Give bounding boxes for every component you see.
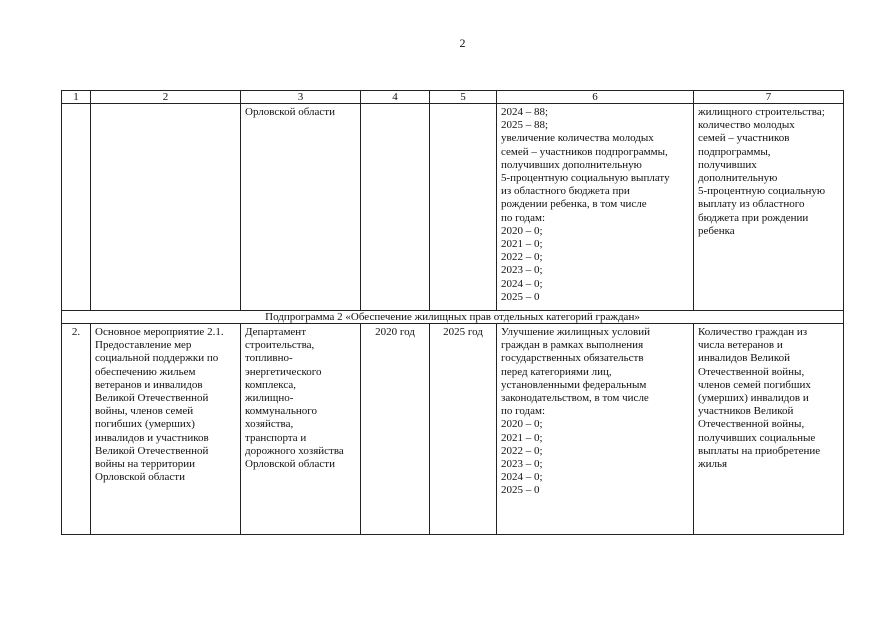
- cell-line: инвалидов Великой: [698, 352, 790, 365]
- row1-number-cell: [62, 104, 91, 311]
- cell-line: 2021 – 0;: [501, 431, 543, 444]
- cell-line: Орловской области: [245, 106, 335, 118]
- cell-line: коммунального: [245, 405, 317, 418]
- row2-end-cell: 2025 год: [430, 324, 497, 535]
- cell-line: по годам:: [501, 211, 546, 224]
- cell-line: комплекса,: [245, 378, 297, 391]
- cell-line: по годам:: [501, 405, 546, 418]
- cell-line: увеличение количества молодых: [501, 132, 654, 145]
- subprogram-title-row: [62, 311, 844, 324]
- cell-line: законодательством, в том числе: [501, 392, 649, 405]
- cell-line: 2022 – 0;: [501, 251, 543, 264]
- cell-line: установленными федеральным: [501, 378, 647, 391]
- row2-start-cell: 2020 год: [361, 324, 430, 535]
- cell-line: Департамент: [245, 326, 307, 338]
- cell-line: Улучшение жилищных условий: [501, 326, 651, 338]
- cell-line: перед категориями лиц,: [501, 365, 612, 378]
- cell-line: хозяйства,: [245, 418, 294, 431]
- cell-line: жилья: [698, 458, 728, 471]
- cell-line: семей – участников подпрограммы,: [501, 145, 668, 158]
- column-number-5: 5: [430, 91, 497, 104]
- column-number-6: 6: [497, 91, 694, 104]
- column-number-2: 2: [91, 91, 241, 104]
- cell-line: ветеранов и инвалидов: [95, 378, 203, 391]
- row1-end-cell: [430, 104, 497, 311]
- cell-line: 2020 – 0;: [501, 224, 543, 237]
- cell-line: граждан в рамках выполнения: [501, 339, 644, 352]
- cell-line: (умерших) инвалидов и: [698, 392, 809, 405]
- row1-expected-result-cell: [497, 104, 694, 311]
- cell-line: 2023 – 0;: [501, 264, 543, 277]
- cell-line: подпрограммы,: [698, 145, 771, 158]
- row2-expected-result-cell: [497, 324, 694, 535]
- cell-line: Отечественной войны,: [698, 418, 805, 431]
- cell-line: рождении ребенка, в том числе: [501, 198, 647, 211]
- cell-line: 2022 – 0;: [501, 444, 543, 457]
- cell-line: Великой Отечественной: [95, 392, 209, 405]
- cell-line: участников Великой: [698, 405, 794, 418]
- cell-line: Отечественной войны,: [698, 365, 805, 378]
- cell-line: строительства,: [245, 339, 315, 352]
- cell-line: 2025 – 88;: [501, 119, 549, 132]
- cell-line: Предоставление мер: [95, 339, 192, 352]
- table-header-row: [62, 91, 844, 104]
- row1-executor-cell: [241, 104, 361, 311]
- program-measures-table: [61, 90, 844, 535]
- cell-line: инвалидов и участников: [95, 431, 209, 444]
- cell-line: государственных обязательств: [501, 352, 644, 365]
- row2-number-cell: 2.: [62, 324, 91, 535]
- cell-line: 2024 – 0;: [501, 277, 543, 290]
- cell-line: 2025 – 0: [501, 290, 540, 303]
- cell-line: жилищно-: [245, 392, 294, 405]
- cell-line: энергетического: [245, 365, 322, 378]
- row2-indicator-cell: [694, 324, 844, 535]
- cell-line: количество молодых: [698, 119, 795, 132]
- page-number: 2: [459, 36, 466, 50]
- cell-line: топливно-: [245, 352, 293, 365]
- cell-line: 2024 – 88;: [501, 106, 549, 118]
- table-row-continuation: [62, 104, 844, 311]
- subprogram-title: Подпрограмма 2 «Обеспечение жилищных прав отдельных категорий граждан»: [62, 311, 844, 324]
- cell-line: получивших дополнительную: [501, 158, 642, 171]
- cell-line: бюджета при рождении: [698, 211, 809, 224]
- cell-line: войны, членов семей: [95, 405, 194, 418]
- column-number-3: 3: [241, 91, 361, 104]
- cell-line: погибших (умерших): [95, 418, 195, 431]
- cell-line: из областного бюджета при: [501, 185, 630, 198]
- table-row-measure-2-1: [62, 324, 844, 535]
- cell-line: 2023 – 0;: [501, 458, 543, 471]
- cell-line: выплату из областного: [698, 198, 805, 211]
- column-number-4: 4: [361, 91, 430, 104]
- cell-line: Великой Отечественной: [95, 444, 209, 457]
- cell-line: 2020 – 0;: [501, 418, 543, 431]
- row1-indicator-cell: [694, 104, 844, 311]
- column-number-7: 7: [694, 91, 844, 104]
- cell-line: Основное мероприятие 2.1.: [95, 326, 224, 338]
- cell-line: 2025 – 0: [501, 484, 540, 497]
- column-number-1: 1: [62, 91, 91, 104]
- cell-line: войны на территории: [95, 458, 196, 471]
- row2-measure-cell: [91, 324, 241, 535]
- cell-line: жилищного строительства;: [698, 106, 825, 118]
- row2-executor-cell: [241, 324, 361, 535]
- cell-line: членов семей погибших: [698, 378, 811, 391]
- cell-line: социальной поддержки по: [95, 352, 219, 365]
- cell-line: семей – участников: [698, 132, 790, 145]
- row1-measure-cell: [91, 104, 241, 311]
- cell-line: выплаты на приобретение: [698, 444, 821, 457]
- cell-line: получивших социальные: [698, 431, 816, 444]
- cell-line: дополнительную: [698, 172, 778, 185]
- cell-line: ребенка: [698, 224, 735, 237]
- cell-line: транспорта и: [245, 431, 307, 444]
- cell-line: получивших: [698, 158, 757, 171]
- cell-line: числа ветеранов и: [698, 339, 783, 352]
- cell-line: Орловской области: [95, 471, 185, 484]
- cell-line: Количество граждан из: [698, 326, 808, 338]
- row1-start-cell: [361, 104, 430, 311]
- cell-line: обеспечению жильем: [95, 365, 196, 378]
- cell-line: дорожного хозяйства: [245, 444, 344, 457]
- cell-line: 5-процентную социальную: [698, 185, 826, 198]
- cell-line: 5-процентную социальную выплату: [501, 172, 670, 185]
- cell-line: 2021 – 0;: [501, 238, 543, 251]
- cell-line: Орловской области: [245, 458, 335, 471]
- cell-line: 2024 – 0;: [501, 471, 543, 484]
